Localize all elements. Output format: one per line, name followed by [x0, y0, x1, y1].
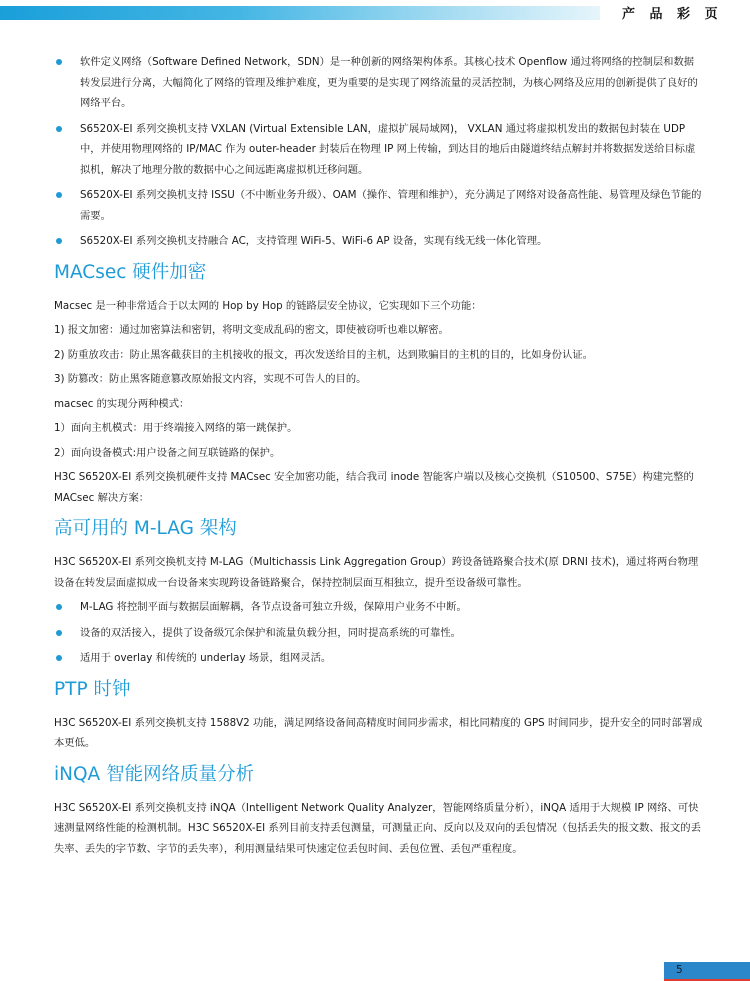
mlag-bullet-list — [54, 597, 704, 669]
header-label: 产 品 彩 页 — [622, 7, 723, 22]
paragraph: 1）面向主机模式：用于终端接入网络的第一跳保护。 — [54, 422, 298, 434]
ptp-text: H3C S6520X-EI 系列交换机支持 1588V2 功能，满足网络设备间高精度时间同步需求，相比同精度的 GPS 时间同步，提升安全的同时部署成本更低。 — [54, 716, 703, 749]
bullet-text: 适用于 overlay 和传统的 underlay 场景，组网灵活。 — [80, 652, 332, 664]
section-title-inqa: iNQA 智能网络质量分析 — [54, 763, 255, 785]
bullet-icon — [56, 126, 62, 132]
paragraph: H3C S6520X-EI 系列交换机硬件支持 MACsec 安全加密功能，结合我司 inode 智能客户端以及核心交换机（S10500、S75E）构建完整的 MACsec 解决方案： — [54, 471, 694, 504]
macsec-body — [54, 296, 704, 509]
bullet-text: M-LAG 将控制平面与数据层面解耦，各节点设备可独立升级，保障用户业务不中断。 — [80, 601, 467, 613]
bullet-text: 设备的双活接入，提供了设备级冗余保护和流量负载分担，同时提高系统的可靠性。 — [80, 626, 461, 639]
inqa-text: H3C S6520X-EI 系列交换机支持 iNQA（Intelligent Network Quality Analyzer，智能网络质量分析），iNQA 适用于大规模 IP 网络、可快速测量网络性能的检测机制。H3C S6520X-EI 系列目前支持丢包测量，可测量正向、反向以及双向的丢包情况（包括丢失的报文数、报文的丢失率、丢失的字节数、字节的丢失率），利用测量结果可快速定位丢包时间、丢包位置、丢包严重程度。 — [54, 801, 701, 855]
list-item — [54, 597, 704, 618]
list-item — [54, 185, 704, 226]
paragraph: 1) 报文加密：通过加密算法和密钥，将明文变成乱码的密文，即使被窃听也难以解密。 — [54, 324, 449, 336]
list-item — [54, 231, 704, 252]
page-number: 5 — [676, 964, 683, 976]
bullet-text: 软件定义网络（Software Defined Network，SDN）是一种创新的网络架构体系。其核心技术 Openflow 通过将网络的控制层和数据转发层进行分离，大幅简化了网络的管理及维护难度，更为重要的是实现了网络流量的灵活控制，为核心网络及应用的创新提供了良好的网络平台。 — [80, 56, 698, 109]
paragraph: 3) 防篡改：防止黑客随意篡改原始报文内容，实现不可告人的目的。 — [54, 373, 367, 385]
list-item — [54, 119, 704, 181]
mlag-intro: H3C S6520X-EI 系列交换机支持 M-LAG（Multichassis Link Aggregation Group）跨设备链路聚合技术(原 DRNI 技术)，通过将两台物理设备在转发层面虚拟成一台设备来实现跨设备链路聚合，保持控制层面互相独立，提升至设备级可靠性。 — [54, 556, 699, 589]
bullet-icon — [56, 238, 62, 244]
paragraph: 2) 防重放攻击：防止黑客截获目的主机接收的报文，再次发送给目的主机，达到欺骗目的主机的目的，比如身份认证。 — [54, 348, 593, 361]
header-gradient-bar — [0, 6, 600, 20]
paragraph: Macsec 是一种非常适合于以太网的 Hop by Hop 的链路层安全协议，它实现如下三个功能： — [54, 299, 482, 312]
paragraph: macsec 的实现分两种模式： — [54, 397, 190, 410]
bullet-icon — [56, 59, 62, 65]
section-title-ptp: PTP 时钟 — [54, 678, 131, 700]
bullet-icon — [56, 192, 62, 198]
list-item — [54, 52, 704, 114]
bullet-text: S6520X-EI 系列交换机支持 VXLAN (Virtual Extensible LAN，虚拟扩展局域网)， VXLAN 通过将虚拟机发出的数据包封装在 UDP 中，并使用物理网络的 IP/MAC 作为 outer-header 封装后在物理 IP 网上传输，到达目的地后由隧道终结点解封并将数据发送给目标虚拟机，解决了地理分散的数据中心之间远距离虚拟机迁移问题。 — [80, 122, 696, 176]
section-title-mlag: 高可用的 M-LAG 架构 — [54, 518, 237, 539]
section-title-macsec: MACsec 硬件加密 — [54, 261, 207, 283]
bullet-text: S6520X-EI 系列交换机支持融合 AC，支持管理 WiFi-5、WiFi-6 AP 设备，实现有线无线一体化管理。 — [80, 235, 548, 247]
page-content — [54, 52, 704, 863]
paragraph: 2）面向设备模式:用户设备之间互联链路的保护。 — [54, 446, 281, 459]
bullet-icon — [56, 604, 62, 610]
intro-bullet-list — [54, 52, 704, 252]
list-item — [54, 623, 704, 644]
bullet-icon — [56, 630, 62, 636]
list-item — [54, 648, 704, 669]
bullet-icon — [56, 655, 62, 661]
bullet-text: S6520X-EI 系列交换机支持 ISSU（不中断业务升级）、OAM（操作、管理和维护），充分满足了网络对设备高性能、易管理及绿色节能的需要。 — [80, 189, 702, 222]
